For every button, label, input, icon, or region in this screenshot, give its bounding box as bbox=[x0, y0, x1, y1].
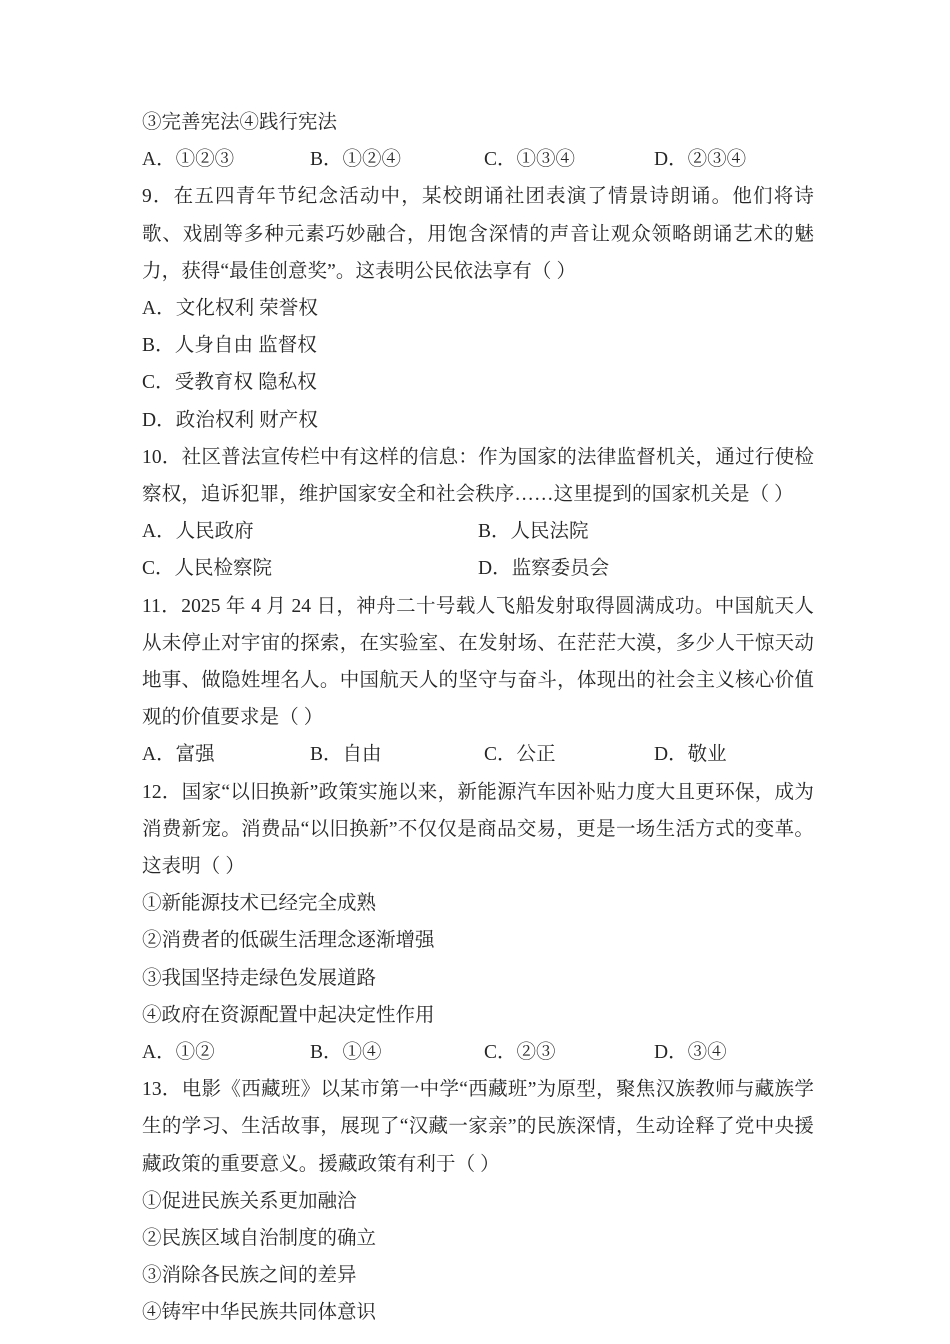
question-10-number: 10． bbox=[142, 446, 182, 468]
question-13-subitem-2: ②民族区域自治制度的确立 bbox=[142, 1228, 377, 1250]
carryover-option-c-label: C． bbox=[484, 149, 517, 171]
question-11-option-b-text: 自由 bbox=[342, 744, 382, 766]
question-12-option-row bbox=[142, 1034, 814, 1071]
question-13-stem-text: 电影《西藏班》以某市第一中学“西藏班”为原型，聚焦汉族教师与藏族学生的学习、生活故事，展现了“汉藏一家亲”的民族深情，生动诠释了党中央援藏政策的重要意义。援藏政策有利于（ ） bbox=[142, 1079, 814, 1175]
question-11-option-b-label: B． bbox=[310, 744, 343, 766]
question-11-option-row bbox=[142, 736, 814, 773]
question-10-option-d-text: 监察委员会 bbox=[511, 558, 610, 580]
question-9-stem bbox=[142, 178, 814, 290]
question-9-option-d-text: 政治权利 财产权 bbox=[175, 409, 318, 431]
question-10-option-a-text: 人民政府 bbox=[175, 521, 254, 543]
question-9-option-b-label: B． bbox=[142, 335, 175, 357]
question-10-option-c-text: 人民检察院 bbox=[174, 558, 273, 580]
question-11-option-a[interactable] bbox=[142, 736, 215, 773]
question-12-subitem-1: ①新能源技术已经完全成熟 bbox=[142, 893, 377, 915]
question-12-subitem-4: ④政府在资源配置中起决定性作用 bbox=[142, 1004, 435, 1026]
question-12-option-c[interactable] bbox=[484, 1034, 556, 1071]
question-9-option-a-label: A． bbox=[142, 298, 176, 319]
question-11-option-a-label: A． bbox=[142, 744, 176, 766]
question-9-option-d-label: D． bbox=[142, 409, 176, 431]
question-10-option-b-label: B． bbox=[478, 521, 511, 543]
carryover-option-d-text: ②③④ bbox=[687, 149, 747, 171]
question-9-option-b-text: 人身自由 监督权 bbox=[174, 335, 317, 357]
carryover-option-c-text: ①③④ bbox=[516, 149, 576, 171]
carryover-subitems-line: ③完善宪法④践行宪法 bbox=[142, 112, 338, 133]
question-11-option-c-label: C． bbox=[484, 744, 517, 766]
question-11-option-c-text: 公正 bbox=[516, 744, 556, 766]
question-12-option-a[interactable] bbox=[142, 1034, 215, 1071]
question-9-option-c-label: C． bbox=[142, 372, 175, 394]
carryover-option-d-label: D． bbox=[654, 149, 688, 171]
question-10-option-row-1 bbox=[142, 513, 814, 550]
question-13-number: 13． bbox=[142, 1079, 182, 1101]
question-9-option-a[interactable] bbox=[142, 290, 814, 327]
question-11-number: 11． bbox=[142, 595, 182, 617]
question-13-subitem-3: ③消除各民族之间的差异 bbox=[142, 1265, 357, 1287]
question-10-option-d-label: D． bbox=[478, 558, 512, 580]
question-12-option-a-label: A． bbox=[142, 1042, 176, 1064]
question-12-option-b-text: ①④ bbox=[342, 1042, 382, 1064]
question-11-option-d-text: 敬业 bbox=[687, 744, 727, 766]
question-9-option-c[interactable] bbox=[142, 364, 814, 401]
carryover-option-b-text: ①②④ bbox=[342, 149, 402, 171]
carryover-option-a-text: ①②③ bbox=[175, 149, 235, 171]
question-12-option-b[interactable] bbox=[310, 1034, 382, 1071]
carryover-option-b[interactable] bbox=[310, 141, 401, 178]
question-10-option-b-text: 人民法院 bbox=[510, 521, 589, 543]
question-10-stem bbox=[142, 439, 814, 513]
question-13-subitem-4: ④铸牢中华民族共同体意识 bbox=[142, 1302, 377, 1324]
question-12-stem bbox=[142, 774, 814, 886]
question-10-option-row-2 bbox=[142, 550, 814, 587]
question-10-option-d[interactable] bbox=[478, 550, 609, 587]
question-12-option-a-text: ①② bbox=[175, 1042, 215, 1064]
document-content bbox=[142, 104, 814, 1332]
question-11-option-d-label: D． bbox=[654, 744, 688, 766]
question-10-option-c[interactable] bbox=[142, 550, 272, 587]
question-11-option-d[interactable] bbox=[654, 736, 727, 773]
carryover-option-a-label: A． bbox=[142, 149, 176, 171]
question-13-stem bbox=[142, 1071, 814, 1183]
carryover-option-a[interactable] bbox=[142, 141, 234, 178]
question-11-option-b[interactable] bbox=[310, 736, 382, 773]
question-12-subitem-3: ③我国坚持走绿色发展道路 bbox=[142, 967, 377, 989]
question-13-subitem-1: ①促进民族关系更加融洽 bbox=[142, 1190, 357, 1212]
question-12-option-d-text: ③④ bbox=[687, 1042, 727, 1064]
question-9-number: 9． bbox=[142, 186, 174, 208]
question-11-stem bbox=[142, 588, 814, 737]
question-9-option-b[interactable] bbox=[142, 327, 814, 364]
question-10-option-a-label: A． bbox=[142, 521, 176, 543]
question-12-stem-text: 国家“以旧换新”政策实施以来，新能源汽车因补贴力度大且更环保，成为消费新宠。消费品“以旧换新”不仅仅是商品交易，更是一场生活方式的变革。这表明（ ） bbox=[142, 781, 814, 877]
question-10-option-b[interactable] bbox=[478, 513, 589, 550]
carryover-option-row bbox=[142, 141, 814, 178]
question-12-option-c-label: C． bbox=[484, 1042, 517, 1064]
question-11-stem-text: 2025 年 4 月 24 日，神舟二十号载人飞船发射取得圆满成功。中国航天人从未停止对宇宙的探索，在实验室、在发射场、在茫茫大漠，多少人干惊天动地事、做隐姓埋名人。中国航天人的坚守与奋斗，体现出的社会主义核心价值观的价值要求是（ ） bbox=[142, 595, 815, 729]
question-10-option-a[interactable] bbox=[142, 513, 254, 550]
question-11-option-c[interactable] bbox=[484, 736, 556, 773]
question-9-option-a-text: 文化权利 荣誉权 bbox=[175, 298, 318, 319]
carryover-option-d[interactable] bbox=[654, 141, 746, 178]
carryover-option-c[interactable] bbox=[484, 141, 575, 178]
question-10-stem-text: 社区普法宣传栏中有这样的信息：作为国家的法律监督机关，通过行使检察权，追诉犯罪，维护国家安全和社会秩序……这里提到的国家机关是（ ） bbox=[142, 446, 814, 506]
question-12-subitem-2: ②消费者的低碳生活理念逐渐增强 bbox=[142, 930, 435, 952]
question-11-option-a-text: 富强 bbox=[175, 744, 215, 766]
question-12-option-d-label: D． bbox=[654, 1042, 688, 1064]
question-9-option-c-text: 受教育权 隐私权 bbox=[174, 372, 317, 394]
question-12-option-d[interactable] bbox=[654, 1034, 727, 1071]
question-12-number: 12． bbox=[142, 781, 182, 803]
question-9-option-d[interactable] bbox=[142, 402, 814, 439]
question-12-option-c-text: ②③ bbox=[516, 1042, 556, 1064]
question-10-option-c-label: C． bbox=[142, 558, 175, 580]
carryover-option-b-label: B． bbox=[310, 149, 343, 171]
question-9-stem-text: 在五四青年节纪念活动中，某校朗诵社团表演了情景诗朗诵。他们将诗歌、戏剧等多种元素巧妙融合，用饱含深情的声音让观众领略朗诵艺术的魅力，获得“最佳创意奖”。这表明公民依法享有（ ） bbox=[142, 186, 814, 282]
question-12-option-b-label: B． bbox=[310, 1042, 343, 1064]
